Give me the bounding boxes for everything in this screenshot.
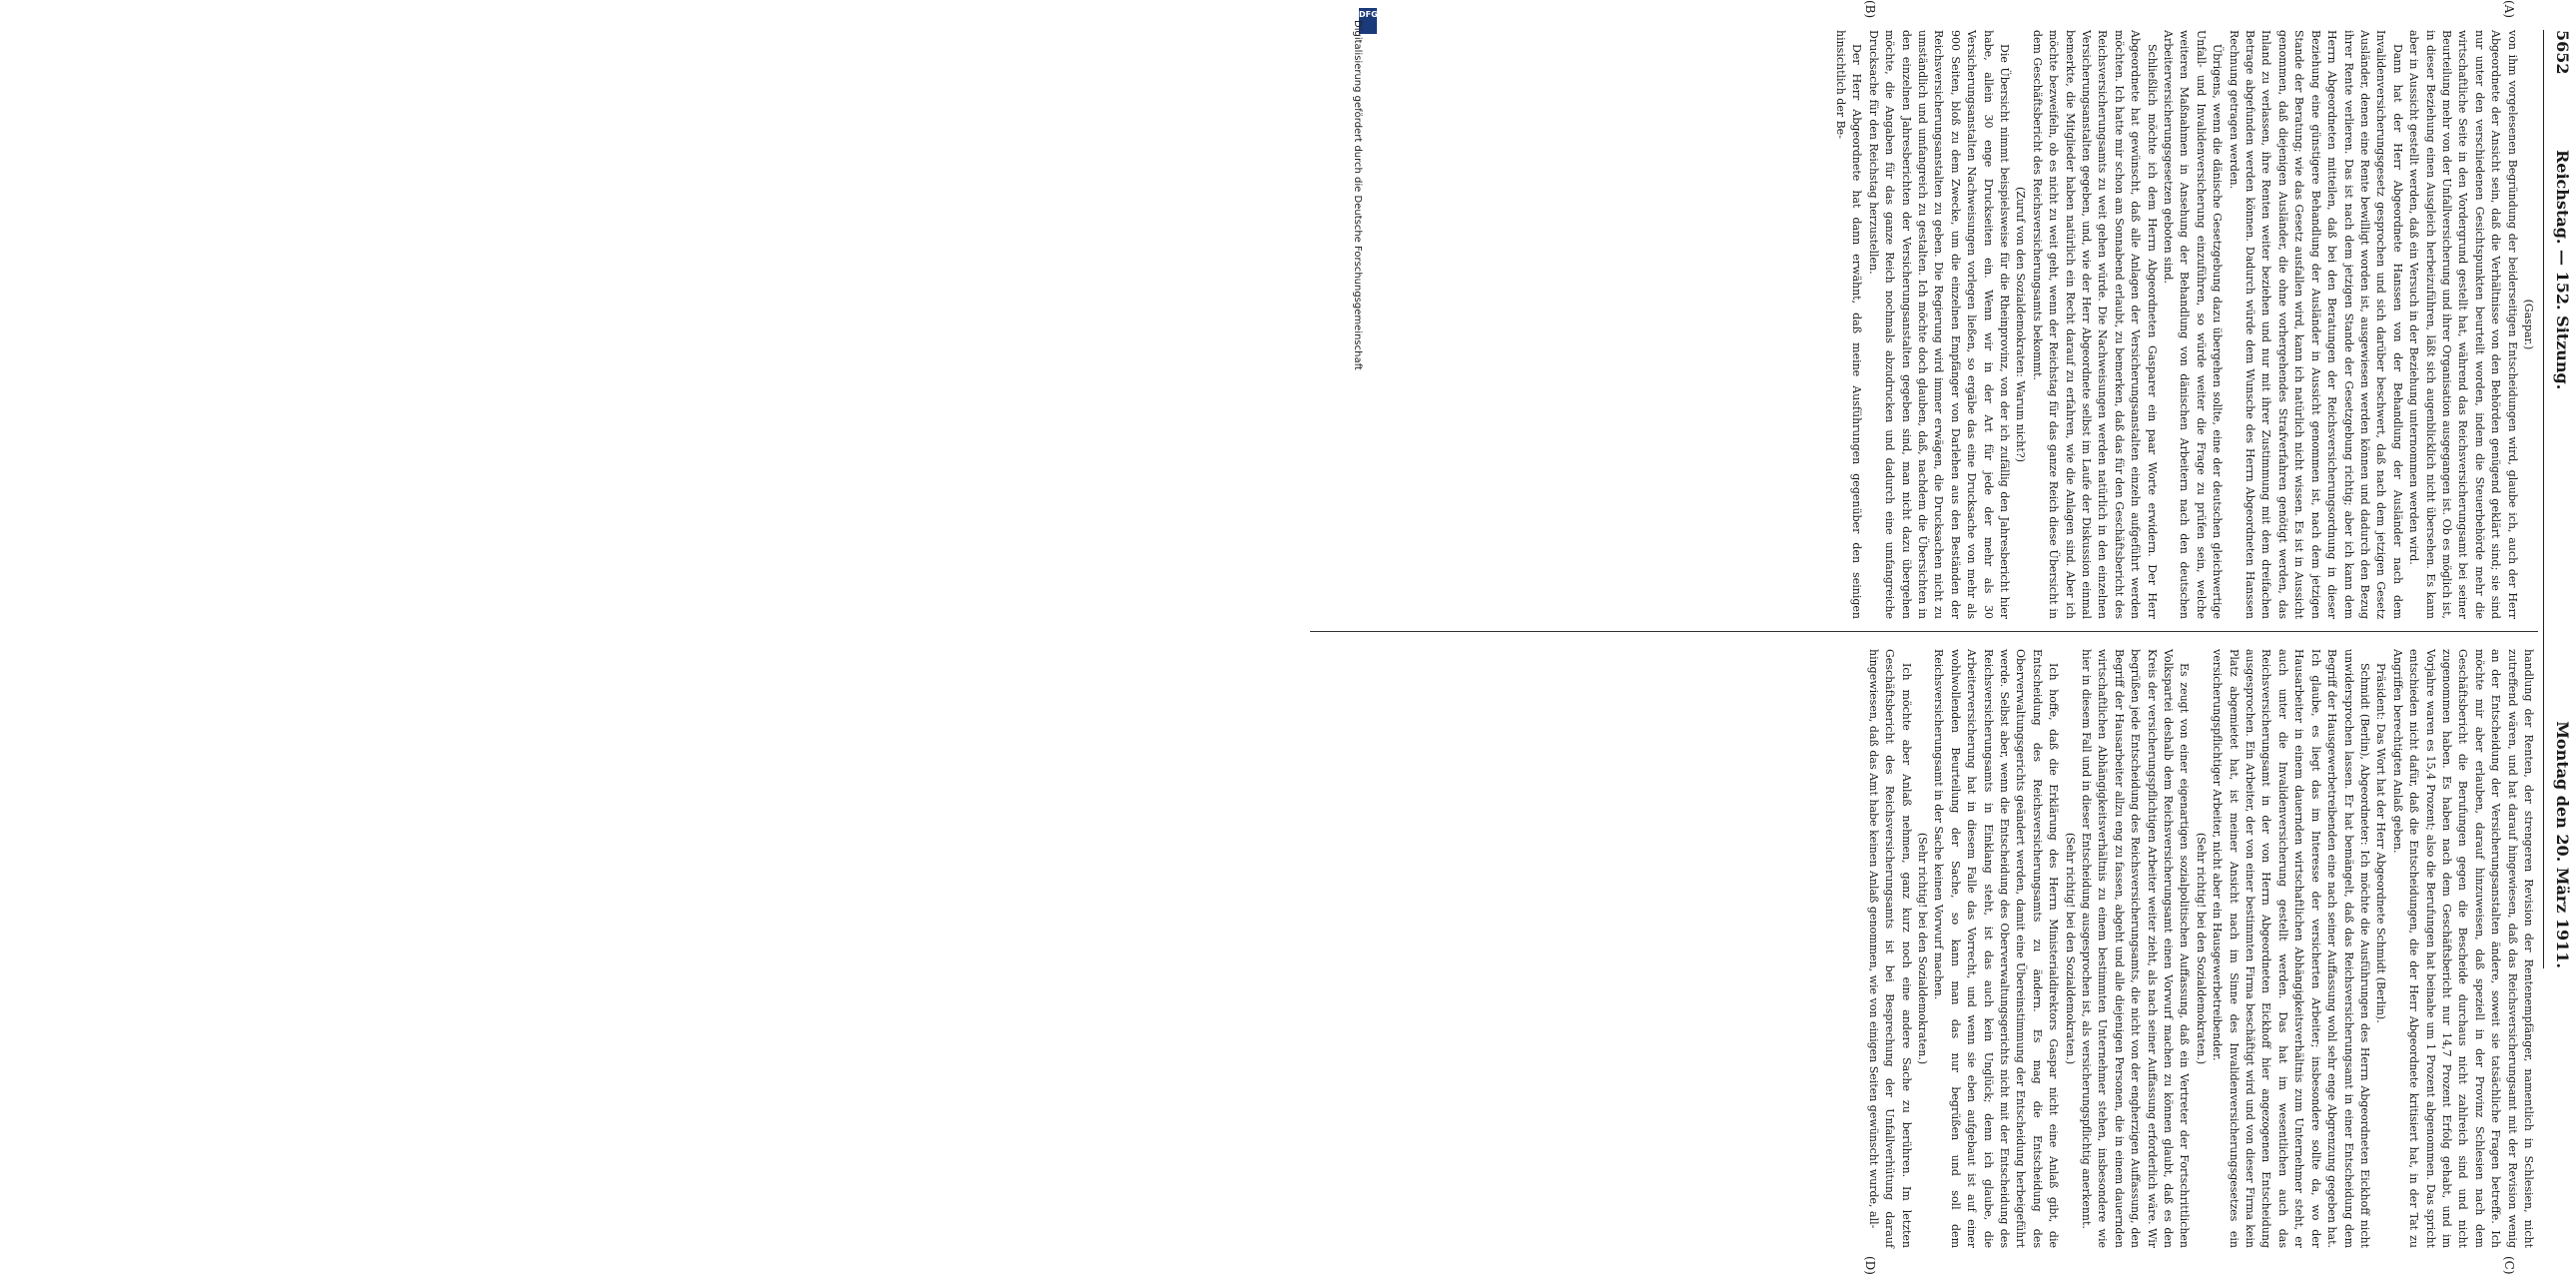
margin-marker-a: (A): [2502, 0, 2516, 19]
speaker-tag: (Gaspar.): [2522, 299, 2535, 350]
paragraph: Die Übersicht nimmt beispielsweise für die Rheinprovinz, von der ich zufällig den Jahresbericht hier habe, allein 30 enge Druckseiten ein. Wenn wir in der Art für jede der mehr als 30 Versicherungsanstalten Nachweisungen vorlegen ließen, so ergäbe das eine Drucksache von mehr als 900 Seiten, bloß zu dem Zwecke, um die einzelnen Empfänger von Darlehen aus den Beständen der Reichsversicherungsanstalten zu geben. Die Regierung wird immer erwägen, die Drucksachen nicht zu umständlich und umfangreich zu gestalten. Ich möchte doch glauben, daß, nachdem die Übersichten in den einzelnen Jahresberichten der Versicherungsanstalten gegeben sind, man nicht dazu übergehen möchte, die Angaben für das ganze Reich nochmals abzudrucken und dadurch eine umfangreiche Drucksache für den Reichstag herzustellen.: [1866, 30, 2011, 619]
paragraph: Übrigens, wenn die dänische Gesetzgebung dazu übergehen sollte, eine der deutschen gleichwertige Unfall- und Invalidenversicherung einzuführen, so würde weiter die Frage zu prüfen sein, welche weiteren Maßnahmen in Ansehung der Behandlung von dänischen Arbeitern nach den deutschen Arbeiterversicherungsgesetzen geboten sind.: [2162, 30, 2225, 619]
margin-marker-b: (B): [1863, 0, 1877, 19]
header-rule: [2543, 30, 2544, 968]
interjection: (Zuruf von den Sozialdemokraten: Warum nicht?): [2014, 187, 2028, 462]
paragraph: Der Herr Abgeordnete hat dann erwähnt, daß meine Ausführungen gegenüber den seinigen hinsichtlich der Be-: [1833, 30, 1864, 619]
session-date: Montag den 20. März 1911.: [2553, 721, 2572, 968]
right-text-column: [1308, 649, 2536, 1248]
running-header: [2548, 30, 2576, 968]
interjection: (Sehr richtig! bei den Sozialdemokraten.): [1915, 832, 1929, 1065]
left-text-column: [1308, 30, 2536, 619]
paragraph: von ihm vorgelesenen Begründung der beiderseitigen Entscheidungen wird, glaube ich, auch der Herr Abgeordnete der Ansicht sein, daß die Verhältnisse von den Behörden genügend geklärt sind; sie sind nur unter den verschiedenen Gesichtspunkten beurteilt worden, indem die Steuerbehörde mehr die wirtschaftliche Seite in den Vordergrund gestellt hat, während das Reichsversicherungsamt bei seiner Beurteilung mehr von der Unfallversicherung und ihrer Organisation ausgegangen ist. Ob es möglich ist, in dieser Beziehung einen Ausgleich herbeizuführen, läßt sich augenblicklich nicht übersehen. Es kann aber in Aussicht gestellt werden, daß ein Versuch in der Beziehung unternommen werden wird.: [2407, 30, 2519, 619]
paragraph: Ich hoffe, daß die Erklärung des Herrn Ministerialdirektors Gaspar nicht eine Anlaß gibt, die Entscheidung des Reichsversicherungsamts zu ändern. Es mag die Entscheidung des Oberverwaltungsgerichts geändert werden, damit eine Übereinstimmung der Entscheidung herbeigeführt werde. Selbst aber, wenn die Entscheidung des Oberverwaltungsgerichts nicht mit der Entscheidung des Reichsversicherungsamts in Einklang steht, ist das auch kein Unglück; denn ich glaube, die Arbeiterversicherung hat in diesem Falle das Vorrecht, und wenn sie eben aufgebaut ist auf einer wohlwollenden Beurteilung der Sache, so kann man das nur begrüßen und soll dem Reichsversicherungsamt in der Sache keinen Vorwurf machen.: [1932, 649, 2061, 1248]
interjection: (Sehr richtig! bei den Sozialdemokraten.): [2194, 832, 2208, 1065]
column-divider: [1310, 631, 2538, 632]
paragraph: Es zeugt von einer eigenartigen sozialpolitischen Auffassung, daß ein Vertreter der Fortschrittlichen Volkspartei deshalb dem Reichsversicherungsamt einen Vorwurf machen zu können glaubt, daß es den Kreis der versicherungspflichtigen Arbeiter weiter zieht, als nach seiner Auffassung erforderlich wäre. Wir begrüßen jede Entscheidung des Reichsversicherungsamts, die nicht von der engherzigen Auffassung, den Begriff der Hausarbeiter allzu eng zu fassen, abgeht und alle diejenigen Personen, die in einem dauernden wirtschaftlichen Abhängigkeitsverhältnis zu einem bestimmten Unternehmer stehen, insbesondere wie hier in diesem Fall und in dieser Entscheidung ausgesprochen ist, als versicherungspflichtig anerkennt.: [2080, 649, 2192, 1248]
session-title: Reichstag. — 152. Sitzung.: [2553, 150, 2572, 390]
page-number: 5652: [2553, 30, 2572, 75]
interjection: (Sehr richtig! bei den Sozialdemokraten.): [2063, 832, 2077, 1065]
paragraph: handlung der Renten, der strengeren Revision der Rentenempfänger, namentlich in Schlesien, nicht zutreffend wären, und hat darauf hingewiesen, daß das Reichsversicherungsamt mit der Revision wenig an der Entscheidung der Versicherungsanstalten ändere, soweit sie tatsächliche Fragen betreffe. Ich möchte mir aber erlauben, darauf hinzuweisen, daß speziell in der Provinz Schlesien nach dem Geschäftsbericht die Berufungen gegen die Bescheide durchaus nicht zahlreich sind und nicht zugenommen haben. Es haben nach dem Geschäftsbericht nur 14,7 Prozent Erfolg gehabt, und im Vorjahre waren es 15,4 Prozent; also die Berufungen hat beinahe um 1 Prozent abgenommen. Das spricht entschieden nicht dafür, daß die Entscheidungen, die der Herr Abgeordnete kritisiert hat, in der Tat zu Angriffen berechtigten Anlaß geben.: [2390, 649, 2535, 1248]
margin-marker-d: (D): [1863, 1256, 1877, 1275]
paragraph: Dann hat der Herr Abgeordnete Hanssen von der Behandlung der Ausländer nach dem Invalidenversicherungsgesetz gesprochen und sich darüber beschwert, daß nach dem jetzigen Gesetz Ausländer, denen eine Rente bewilligt worden ist, ausgewiesen werden können und dadurch den Bezug ihrer Rente verlieren. Das ist nach dem jetzigen Stande der Gesetzgebung richtig; aber ich kann dem Herrn Abgeordneten mitteilen, daß bei den Beratungen der Reichsversicherungsordnung in dieser Beziehung eine günstigere Behandlung der Ausländer in Aussicht genommen ist, nach dem jetzigen Stande der Beratung; wie das Gesetz ausfallen wird, kann ich natürlich nicht wissen. Es ist in Aussicht genommen, daß diejenigen Ausländer, die ohne vorhergehendes Strafverfahren genötigt werden, das Inland zu verlassen, ihre Renten weiter beziehen und nur mit ihrer Zustimmung mit dem dreifachen Betrage abgefunden werden können. Dadurch würde dem Wunsche des Herrn Abgeordneten Hanssen Rechnung getragen werden.: [2227, 30, 2404, 619]
margin-marker-c: (C): [2502, 1256, 2516, 1275]
paragraph: Ich möchte aber Anlaß nehmen, ganz kurz noch eine andere Sache zu berühren. Im letzten Geschäftsbericht des Reichsversicherungsamts ist bei Besprechung der Unfallverhütung darauf hingewiesen, daß das Amt habe keinen Anlaß genommen, wie von einigen Seiten gewünscht wurde, all-: [1866, 649, 1913, 1248]
digitization-credit: Digitalisierung gefördert durch die Deutsche Forschungsgemeinschaft: [1352, 20, 1363, 370]
dfg-logo: DFG: [1359, 8, 1377, 34]
paragraph: Präsident: Das Wort hat der Herr Abgeordnete Schmidt (Berlin).: [2374, 663, 2388, 1023]
paragraph: Schmidt (Berlin), Abgeordneter: Ich möchte die Ausführungen des Herrn Abgeordneten Eickhoff nicht unwidersprochen lassen. Er hat bemängelt, daß das Reichsversicherungsamt in einer Entscheidung dem Begriff der Hausgewerbetreibenden eine nach seiner Auffassung wohl sehr enge Abgrenzung gegeben hat. Ich glaube, es liegt das im Interesse der versicherten Arbeiter; insbesondere sollte da, wo der Hausarbeiter in einem dauernden wirtschaftlichen Abhängigkeitsverhältnis zum Unternehmer steht, er auch unter die Invalidenversicherung gestellt werden. Das hat im wesentlichen auch das Reichsversicherungsamt in der von Herrn Abgeordneten Eickhoff hier angezogenen Entscheidung ausgesprochen. Ein Arbeiter, der von einer bestimmten Firma beschäftigt wird und von dieser Firma kein Platz abgemietet hat, ist meiner Ansicht nach im Sinne des Invalidenversicherungsgesetzes ein versicherungspflichtiger Arbeiter, nicht aber ein Hausgewerbetreibender.: [2211, 649, 2371, 1248]
paragraph: Schließlich möchte ich dem Herrn Abgeordneten Gasparer ein paar Worte erwidern. Der Herr Abgeordnete hat gewünscht, daß alle Anlagen der Versicherungsanstalten einzeln aufgeführt werden möchten. Ich hatte mir schon am Sonnabend erlaubt, zu bemerken, daß das für den Geschäftsbericht des Reichsversicherungsamts zu weit gehen würde. Die Nachweisungen werden natürlich in den einzelnen Versicherungsanstalten gegeben, und, wie der Herr Abgeordnete selbst im Laufe der Diskussion einmal bemerkte, die Mitglieder haben natürlich ein Recht darauf zu erfahren, wie die Anlagen sind. Aber ich möchte bezweifeln, ob es nicht zu weit geht, wenn der Reichstag für das ganze Reich diese Übersicht in dem Geschäftsbericht des Reichsversicherungsamts bekommt.: [2030, 30, 2159, 619]
